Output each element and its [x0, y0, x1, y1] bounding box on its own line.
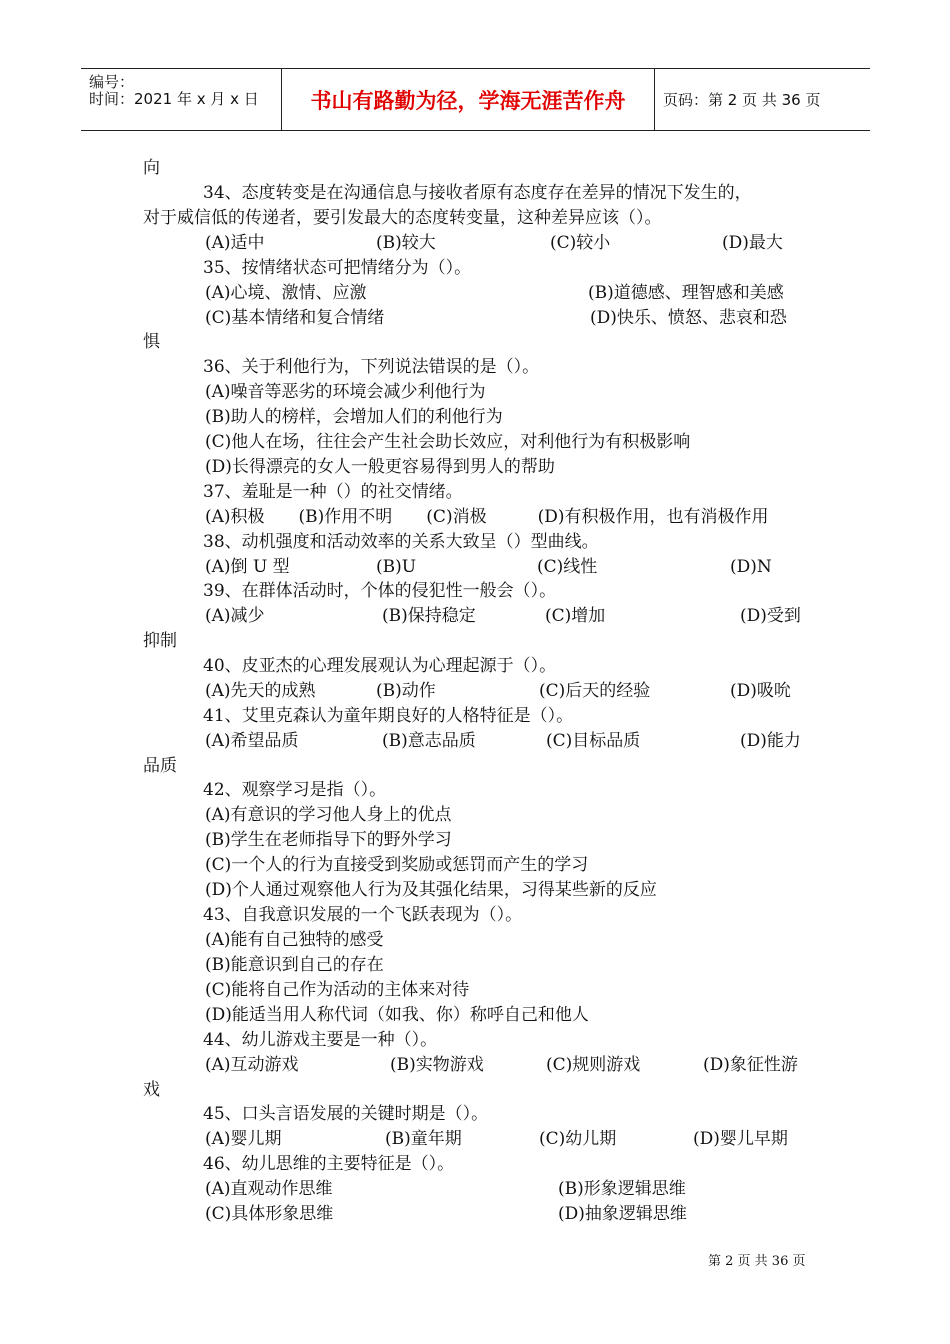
- option-c: (C)他人在场，往往会产生社会助长效应，对利他行为有积极影响: [205, 432, 691, 452]
- option-b: (B)意志品质: [382, 731, 476, 751]
- option-a: (A)适中: [205, 233, 265, 253]
- option-a: (A)心境、激情、应激: [205, 283, 367, 303]
- option-a: (A)先天的成熟: [205, 681, 316, 701]
- option-d: (D)N: [730, 557, 772, 577]
- question-37: 37、羞耻是一种（）的社交情绪。: [203, 482, 463, 502]
- header-motto: 书山有路勤为径，学海无涯苦作舟: [282, 69, 655, 130]
- question-34: 34、态度转变是在沟通信息与接收者原有态度存在差异的情况下发生的，: [203, 183, 752, 203]
- document-number-label: 编号：: [89, 73, 135, 91]
- option-d: (D)能适当用人称代词（如我、你）称呼自己和他人: [205, 1005, 589, 1025]
- option-d: (D)快乐、愤怒、悲哀和恐: [590, 308, 787, 328]
- question-43: 43、自我意识发展的一个飞跃表现为（）。: [203, 905, 523, 925]
- option-a: (A)互动游戏: [205, 1055, 299, 1075]
- text-line: 品质: [143, 756, 177, 776]
- option-b: (B)童年期: [385, 1129, 462, 1149]
- option-a: (A)婴儿期: [205, 1129, 282, 1149]
- option-c: (C)后天的经验: [539, 681, 651, 701]
- question-36: 36、关于利他行为，下列说法错误的是（）。: [203, 357, 540, 377]
- option-d: (D)抽象逻辑思维: [558, 1204, 687, 1224]
- option-c: (C)一个人的行为直接受到奖励或惩罚而产生的学习: [205, 855, 589, 875]
- question-42: 42、观察学习是指（）。: [203, 780, 387, 800]
- option-a: (A)有意识的学习他人身上的优点: [205, 805, 452, 825]
- document-date: 时间：2021 年 x 月 x 日: [89, 90, 259, 108]
- question-40: 40、皮亚杰的心理发展观认为心理起源于（）。: [203, 656, 557, 676]
- text-line: 向: [143, 158, 160, 178]
- option-b: (B)实物游戏: [390, 1055, 484, 1075]
- option-a: (A)直观动作思维: [205, 1179, 333, 1199]
- option-a: (A)噪音等恶劣的环境会减少利他行为: [205, 382, 486, 402]
- page-footer: 第 2 页 共 36 页: [708, 1254, 806, 1269]
- question-44: 44、幼儿游戏主要是一种（）。: [203, 1030, 438, 1050]
- question-38: 38、动机强度和活动效率的关系大致呈（）型曲线。: [203, 532, 599, 552]
- text-line: 戏: [143, 1080, 160, 1100]
- option-a: (A)能有自己独特的感受: [205, 930, 384, 950]
- question-39: 39、在群体活动时，个体的侵犯性一般会（）。: [203, 581, 557, 601]
- question-34-cont: 对于威信低的传递者，要引发最大的态度转变量，这种差异应该（）。: [143, 208, 662, 228]
- question-41: 41、艾里克森认为童年期良好的人格特征是（）。: [203, 706, 574, 726]
- option-c: (C)较小: [550, 233, 611, 253]
- option-c: (C)基本情绪和复合情绪: [205, 308, 385, 328]
- option-c: (C)增加: [545, 606, 606, 626]
- question-46: 46、幼儿思维的主要特征是（）。: [203, 1154, 455, 1174]
- option-d: (D)象征性游: [703, 1055, 798, 1075]
- option-c: (C)规则游戏: [546, 1055, 641, 1075]
- option-c: (C)目标品质: [546, 731, 641, 751]
- option-b: (B)较大: [376, 233, 436, 253]
- option-d: (D)吸吮: [730, 681, 791, 701]
- option-b: (B)U: [376, 557, 417, 577]
- option-a: (A)倒 U 型: [205, 557, 290, 577]
- option-b: (B)助人的榜样，会增加人们的利他行为: [205, 407, 503, 427]
- option-d: (D)长得漂亮的女人一般更容易得到男人的帮助: [205, 457, 555, 477]
- option-b: (B)动作: [376, 681, 436, 701]
- text-line: 抑制: [143, 631, 177, 651]
- option-c: (C)线性: [537, 557, 598, 577]
- question-35: 35、按情绪状态可把情绪分为（）。: [203, 258, 472, 278]
- option-b: (B)学生在老师指导下的野外学习: [205, 830, 452, 850]
- option-d: (D)婴儿早期: [693, 1129, 788, 1149]
- option-b: (B)形象逻辑思维: [558, 1179, 686, 1199]
- option-c: (C)幼儿期: [539, 1129, 617, 1149]
- option-c: (C)能将自己作为活动的主体来对待: [205, 980, 470, 1000]
- option-d: (D)受到: [740, 606, 801, 626]
- option-a: (A)减少: [205, 606, 265, 626]
- option-c: (C)具体形象思维: [205, 1204, 334, 1224]
- option-a: (A)希望品质: [205, 731, 299, 751]
- question-45: 45、口头言语发展的关键时期是（）。: [203, 1104, 489, 1124]
- option-d: (D)最大: [722, 233, 783, 253]
- option-b: (B)道德感、理智感和美感: [588, 283, 784, 303]
- option-d: (D)能力: [740, 731, 801, 751]
- text-line: 惧: [143, 332, 160, 352]
- option-b: (B)能意识到自己的存在: [205, 955, 384, 975]
- option-d: (D)个人通过观察他人行为及其强化结果，习得某些新的反应: [205, 880, 657, 900]
- option-b: (B)保持稳定: [382, 606, 476, 626]
- header-page-number: 页码：第 2 页 共 36 页: [663, 91, 821, 109]
- question-37-options: (A)积极 (B)作用不明 (C)消极 (D)有积极作用，也有消极作用: [205, 507, 769, 527]
